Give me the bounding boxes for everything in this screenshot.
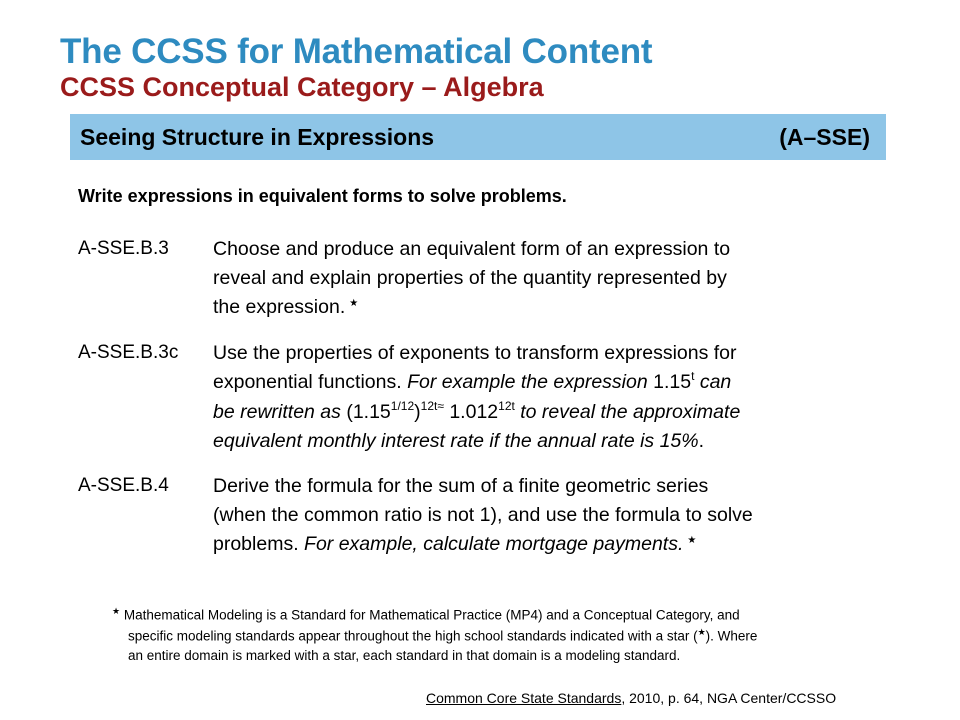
standard-text-line: reveal and explain properties of the quantity represented by xyxy=(213,267,727,289)
example-text: to reveal the approximate xyxy=(514,401,741,423)
footnote-line xyxy=(112,606,740,623)
footnote-text: specific modeling standards appear throughout the high school standards indicated with a star ( xyxy=(128,628,698,644)
domain-banner xyxy=(70,114,886,160)
math-exponent: 1/12 xyxy=(390,398,415,413)
footnote-text: Mathematical Modeling is a Standard for Mathematical Practice (MP4) and a Conceptual Category, and xyxy=(123,607,740,623)
text-run: exponential functions. xyxy=(213,371,408,393)
example-text: can xyxy=(694,371,732,393)
footnote-star-icon: ★ xyxy=(697,627,706,637)
standard-text-line xyxy=(213,398,741,424)
math-base: (1.15 xyxy=(340,401,391,423)
math-paren: ) xyxy=(414,401,421,423)
standard-code: A-SSE.B.3c xyxy=(78,342,179,363)
standard-text-line: Use the properties of exponents to transform expressions for xyxy=(213,342,737,364)
modeling-star-icon: ★ xyxy=(349,297,359,309)
footnote-line: an entire domain is marked with a star, each standard in that domain is a modeling standard. xyxy=(128,648,681,663)
standard-text-line xyxy=(213,430,704,453)
standard-code: A-SSE.B.4 xyxy=(78,475,169,496)
standard-text-line xyxy=(213,533,696,556)
approx-symbol: ≈ xyxy=(437,398,444,413)
standard-text-line: Choose and produce an equivalent form of an expression to xyxy=(213,238,731,260)
text-run: problems. xyxy=(213,533,305,555)
citation-details: , 2010, p. 64, NGA Center/CCSSO xyxy=(621,690,837,706)
example-text: be rewritten as xyxy=(213,401,341,423)
math-exponent: 12t xyxy=(498,398,515,413)
example-text: For example, calculate mortgage payments. xyxy=(304,533,684,555)
standard-text-line: (when the common ratio is not 1), and use the formula to solve xyxy=(213,504,753,526)
example-text: equivalent monthly interest rate if the annual rate is 15% xyxy=(213,430,699,452)
standard-code: A-SSE.B.3 xyxy=(78,238,169,259)
math-exponent: t xyxy=(691,368,695,383)
standard-text: the expression. xyxy=(213,296,346,318)
math-exponent: 12t xyxy=(420,398,438,413)
cluster-heading: Write expressions in equivalent forms to solve problems. xyxy=(78,186,567,206)
footnote-star-icon: ★ xyxy=(112,606,121,616)
modeling-star-icon: ★ xyxy=(687,534,697,546)
source-citation xyxy=(426,690,836,706)
standard-text-line xyxy=(213,296,358,319)
standard-text-line xyxy=(213,368,732,394)
standard-text-line: Derive the formula for the sum of a finite geometric series xyxy=(213,475,709,497)
math-base: 1.012 xyxy=(443,401,499,423)
text-run: . xyxy=(698,430,705,452)
footnote-text: ). Where xyxy=(705,628,758,644)
example-text: For example the expression xyxy=(407,371,648,393)
domain-title: Seeing Structure in Expressions xyxy=(80,124,435,150)
page-title: The CCSS for Mathematical Content xyxy=(60,32,653,71)
citation-link[interactable]: Common Core State Standards xyxy=(426,690,622,706)
footnote-line xyxy=(128,627,757,644)
math-base: 1.15 xyxy=(647,371,692,393)
page-subtitle: CCSS Conceptual Category – Algebra xyxy=(60,72,544,102)
domain-code: (A–SSE) xyxy=(779,124,870,150)
